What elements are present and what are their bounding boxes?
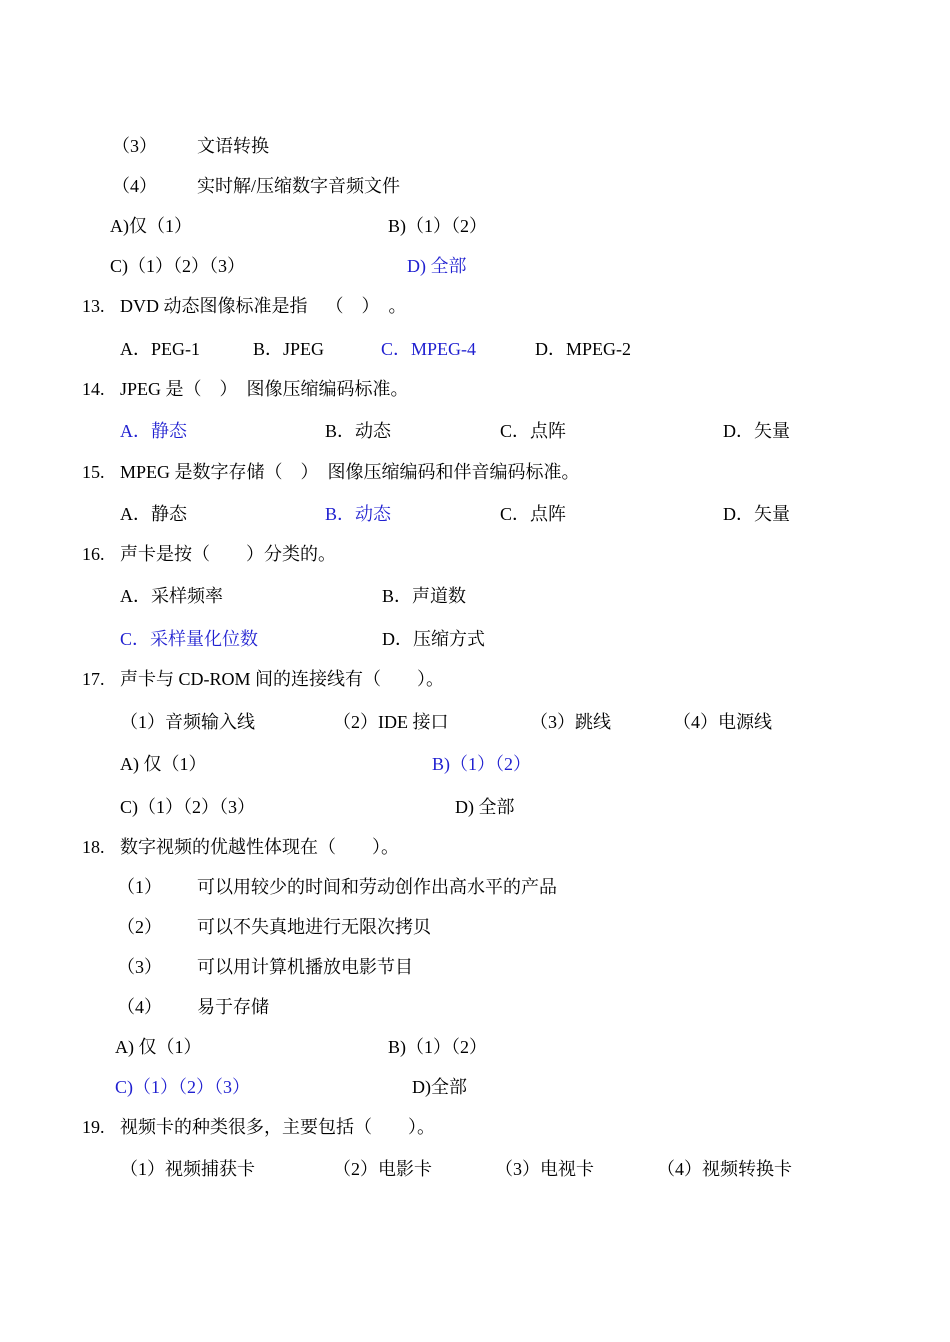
q17-option-b-answer: B)（1）（2） [432, 754, 531, 774]
q13-option-a: A．PEG-1 [120, 339, 200, 359]
q16-question: 声卡是按（ ）分类的。 [120, 544, 336, 564]
q18-item4-text: 易于存储 [197, 997, 269, 1017]
q17-item4: （4）电源线 [673, 712, 772, 732]
q14-option-c: C．点阵 [500, 421, 567, 441]
q15-question: MPEG 是数字存储（ ） 图像压缩编码和伴音编码标准。 [120, 462, 580, 482]
q13-option-b: B．JPEG [253, 339, 325, 359]
q12-item3-text: 文语转换 [197, 136, 269, 156]
q12-option-d-answer: D) 全部 [407, 256, 467, 276]
q18-option-b: B)（1）（2） [388, 1037, 487, 1057]
q12-item4-text: 实时解/压缩数字音频文件 [197, 176, 400, 196]
q17-item2: （2）IDE 接口 [333, 712, 449, 732]
q12-option-a: A)仅（1） [110, 216, 192, 236]
q13-question: DVD 动态图像标准是指 （ ） 。 [120, 296, 407, 316]
q14-option-d: D．矢量 [723, 421, 790, 441]
q19-item3: （3）电视卡 [495, 1159, 594, 1179]
q18-item1-text: 可以用较少的时间和劳动创作出高水平的产品 [197, 877, 557, 897]
q17-question: 声卡与 CD-ROM 间的连接线有（ ）。 [120, 669, 445, 689]
q18-item3-text: 可以用计算机播放电影节目 [197, 957, 413, 977]
q15-option-b-answer: B．动态 [325, 504, 392, 524]
q18-option-d: D)全部 [412, 1077, 467, 1097]
q15-option-d: D．矢量 [723, 504, 790, 524]
q18-item3-number: （3） [117, 957, 162, 977]
q18-option-a: A) 仅（1） [115, 1037, 202, 1057]
q17-item3: （3）跳线 [530, 712, 611, 732]
q19-item1: （1）视频捕获卡 [120, 1159, 255, 1179]
q16-option-b: B．声道数 [382, 586, 467, 606]
q15-number: 15. [82, 462, 105, 482]
q13-number: 13. [82, 296, 105, 316]
q18-item4-number: （4） [117, 997, 162, 1017]
q17-option-a: A) 仅（1） [120, 754, 207, 774]
q17-option-d: D) 全部 [455, 797, 515, 817]
q19-item4: （4）视频转换卡 [657, 1159, 792, 1179]
q14-option-b: B．动态 [325, 421, 392, 441]
q14-question: JPEG 是（ ） 图像压缩编码标准。 [120, 379, 409, 399]
q16-option-c-answer: C．采样量化位数 [120, 629, 259, 649]
q18-item2-number: （2） [117, 917, 162, 937]
q15-option-a: A．静态 [120, 504, 187, 524]
q12-item3-number: （3） [112, 136, 157, 156]
q19-item2: （2）电影卡 [333, 1159, 432, 1179]
q19-number: 19. [82, 1117, 105, 1137]
q16-option-d: D．压缩方式 [382, 629, 485, 649]
q14-option-a-answer: A．静态 [120, 421, 187, 441]
q18-item1-number: （1） [117, 877, 162, 897]
q18-question: 数字视频的优越性体现在（ ）。 [120, 837, 399, 857]
q15-option-c: C．点阵 [500, 504, 567, 524]
q13-option-d: D．MPEG-2 [535, 339, 632, 359]
q14-number: 14. [82, 379, 105, 399]
q13-option-c-answer: C．MPEG-4 [381, 339, 477, 359]
q17-option-c: C)（1）（2）（3） [120, 797, 255, 817]
q18-number: 18. [82, 837, 105, 857]
q16-number: 16. [82, 544, 105, 564]
q18-option-c-answer: C)（1）（2）（3） [115, 1077, 250, 1097]
q12-item4-number: （4） [112, 176, 157, 196]
q19-question: 视频卡的种类很多，主要包括（ ）。 [120, 1117, 435, 1137]
q12-option-b: B)（1）（2） [388, 216, 487, 236]
q18-item2-text: 可以不失真地进行无限次拷贝 [197, 917, 431, 937]
q12-option-c: C)（1）（2）（3） [110, 256, 245, 276]
q17-item1: （1）音频输入线 [120, 712, 255, 732]
q17-number: 17. [82, 669, 105, 689]
q16-option-a: A．采样频率 [120, 586, 223, 606]
